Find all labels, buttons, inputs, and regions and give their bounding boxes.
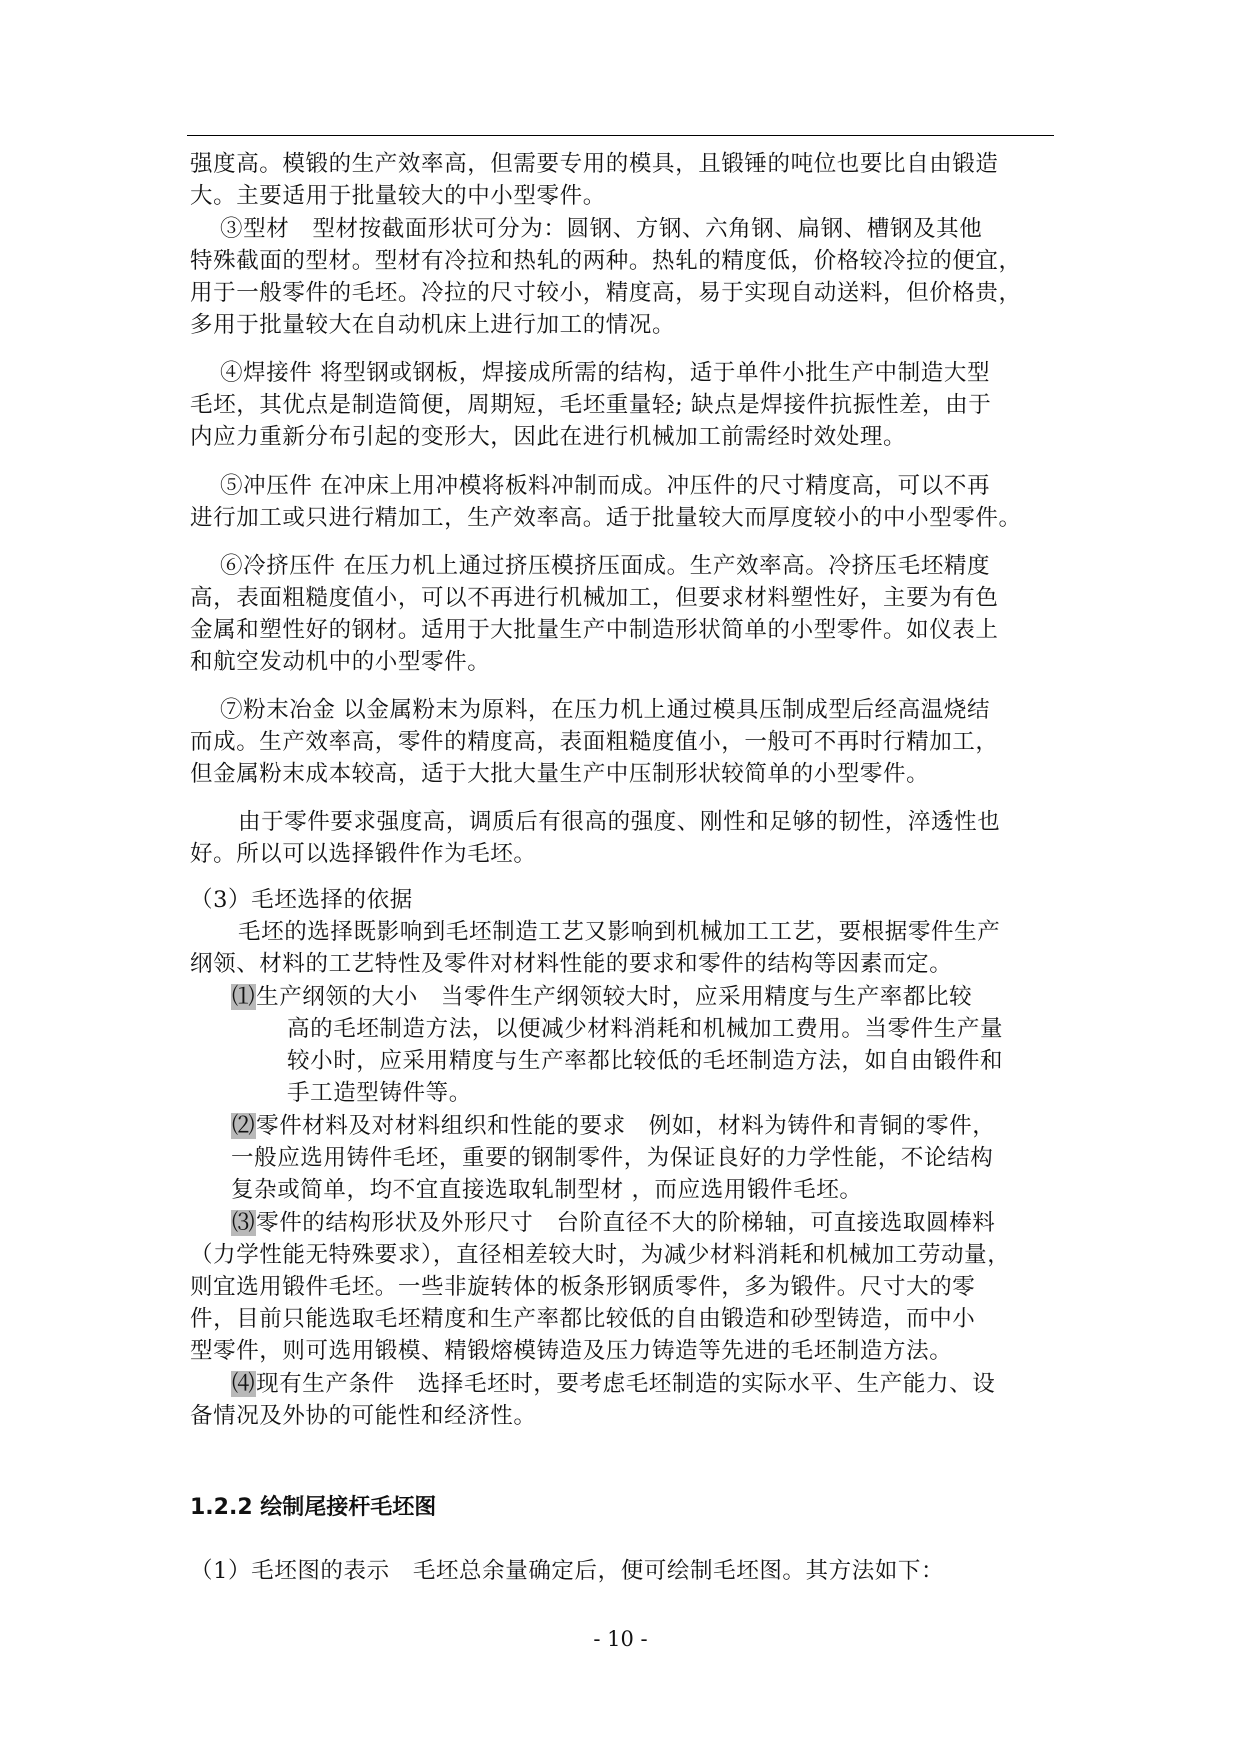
text-line: 高，表面粗糙度值小，可以不再进行机械加工，但要求材料塑性好，主要为有色 — [190, 585, 999, 611]
text-line: 较小时，应采用精度与生产率都比较低的毛坯制造方法，如自由锻件和 — [287, 1048, 1004, 1074]
text-line: 而成。生产效率高，零件的精度高，表面粗糙度值小，一般可不再时行精加工， — [190, 729, 999, 755]
text-line: （力学性能无特殊要求），直径相差较大时，为减少材料消耗和机械加工劳动量， — [190, 1242, 1011, 1268]
subsection-label: （3）毛坯选择的依据 — [190, 887, 413, 913]
text-line: 由于零件要求强度高，调质后有很高的强度、刚性和足够的韧性，淬透性也 — [238, 809, 1001, 835]
text-line: 但金属粉末成本较高，适于大批大量生产中压制形状较简单的小型零件。 — [190, 761, 930, 787]
text-line: 用于一般零件的毛坯。冷拉的尺寸较小，精度高，易于实现自动送料，但价格贵， — [190, 280, 1022, 306]
text-line: 复杂或简单，均不宜直接选取轧制型材 ，而应选用锻件毛坯。 — [231, 1177, 863, 1203]
text-line: 件，目前只能选取毛坯精度和生产率都比较低的自由锻造和砂型铸造，而中小 — [190, 1306, 976, 1332]
item-marker: ⑴ — [232, 984, 256, 1010]
text-line: 强度高。模锻的生产效率高，但需要专用的模具，且锻锤的吨位也要比自由锻造 — [190, 151, 999, 177]
item-text: 现有生产条件 选择毛坯时，要考虑毛坯制造的实际水平、生产能力、设 — [256, 1371, 996, 1397]
item-marker: ⑵ — [232, 1113, 256, 1139]
item-marker: ⑷ — [232, 1371, 256, 1397]
list-item-line — [231, 1110, 1101, 1142]
text-line: 进行加工或只进行精加工，生产效率高。适于批量较大而厚度较小的中小型零件。 — [190, 505, 1022, 531]
text-line: 手工造型铸件等。 — [287, 1080, 472, 1106]
text-line: 高的毛坯制造方法，以便减少材料消耗和机械加工费用。当零件生产量 — [287, 1016, 1004, 1042]
list-item-line — [231, 1368, 1101, 1400]
text-line: 特殊截面的型材。型材有冷拉和热轧的两种。热轧的精度低，价格较冷拉的便宜， — [190, 248, 1022, 274]
page-number: - 10 - — [593, 1627, 648, 1651]
item-marker: ⑶ — [232, 1210, 256, 1236]
item-text: 零件的结构形状及外形尺寸 台阶直径不大的阶梯轴，可直接选取圆棒料 — [256, 1210, 996, 1236]
text-line: （1）毛坯图的表示 毛坯总余量确定后，便可绘制毛坯图。其方法如下： — [190, 1558, 945, 1584]
text-line: 则宜选用锻件毛坯。一些非旋转体的板条形钢质零件，多为锻件。尺寸大的零 — [190, 1274, 976, 1300]
text-line: ⑥冷挤压件 在压力机上通过挤压模挤压面成。生产效率高。冷挤压毛坯精度 — [220, 553, 991, 579]
text-line: 毛坯，其优点是制造简便，周期短，毛坯重量轻; 缺点是焊接件抗振性差，由于 — [190, 392, 992, 418]
text-line: 型零件，则可选用锻模、精锻熔模铸造及压力铸造等先进的毛坯制造方法。 — [190, 1338, 953, 1364]
item-text: 零件材料及对材料组织和性能的要求 例如，材料为铸件和青铜的零件， — [256, 1113, 996, 1139]
text-line: ④焊接件 将型钢或钢板，焊接成所需的结构，适于单件小批生产中制造大型 — [220, 360, 991, 386]
text-line: 多用于批量较大在自动机床上进行加工的情况。 — [190, 312, 676, 338]
text-line: 纲领、材料的工艺特性及零件对材料性能的要求和零件的结构等因素而定。 — [190, 951, 953, 977]
text-line: 大。主要适用于批量较大的中小型零件。 — [190, 183, 606, 209]
text-line: 和航空发动机中的小型零件。 — [190, 649, 491, 675]
item-text: 生产纲领的大小 当零件生产纲领较大时，应采用精度与生产率都比较 — [256, 984, 973, 1010]
text-line: 好。所以可以选择锻件作为毛坯。 — [190, 841, 537, 867]
section-heading: 1.2.2 绘制尾接杆毛坯图 — [190, 1495, 437, 1520]
text-line: ③型材 型材按截面形状可分为：圆钢、方钢、六角钢、扁钢、槽钢及其他 — [220, 216, 983, 242]
text-line: ⑤冲压件 在冲床上用冲模将板料冲制而成。冲压件的尺寸精度高，可以不再 — [220, 473, 991, 499]
text-line: 内应力重新分布引起的变形大，因此在进行机械加工前需经时效处理。 — [190, 424, 907, 450]
text-line: 毛坯的选择既影响到毛坯制造工艺又影响到机械加工工艺，要根据零件生产 — [238, 919, 1001, 945]
header-rule — [187, 135, 1054, 136]
text-line: 金属和塑性好的钢材。适用于大批量生产中制造形状简单的小型零件。如仪表上 — [190, 617, 999, 643]
list-item-line — [231, 981, 1101, 1013]
list-item-line — [231, 1207, 1101, 1239]
text-line: 一般应选用铸件毛坯，重要的钢制零件，为保证良好的力学性能，不论结构 — [231, 1145, 994, 1171]
text-line: 备情况及外协的可能性和经济性。 — [190, 1403, 537, 1429]
text-line: ⑦粉末冶金 以金属粉末为原料，在压力机上通过模具压制成型后经高温烧结 — [220, 697, 991, 723]
